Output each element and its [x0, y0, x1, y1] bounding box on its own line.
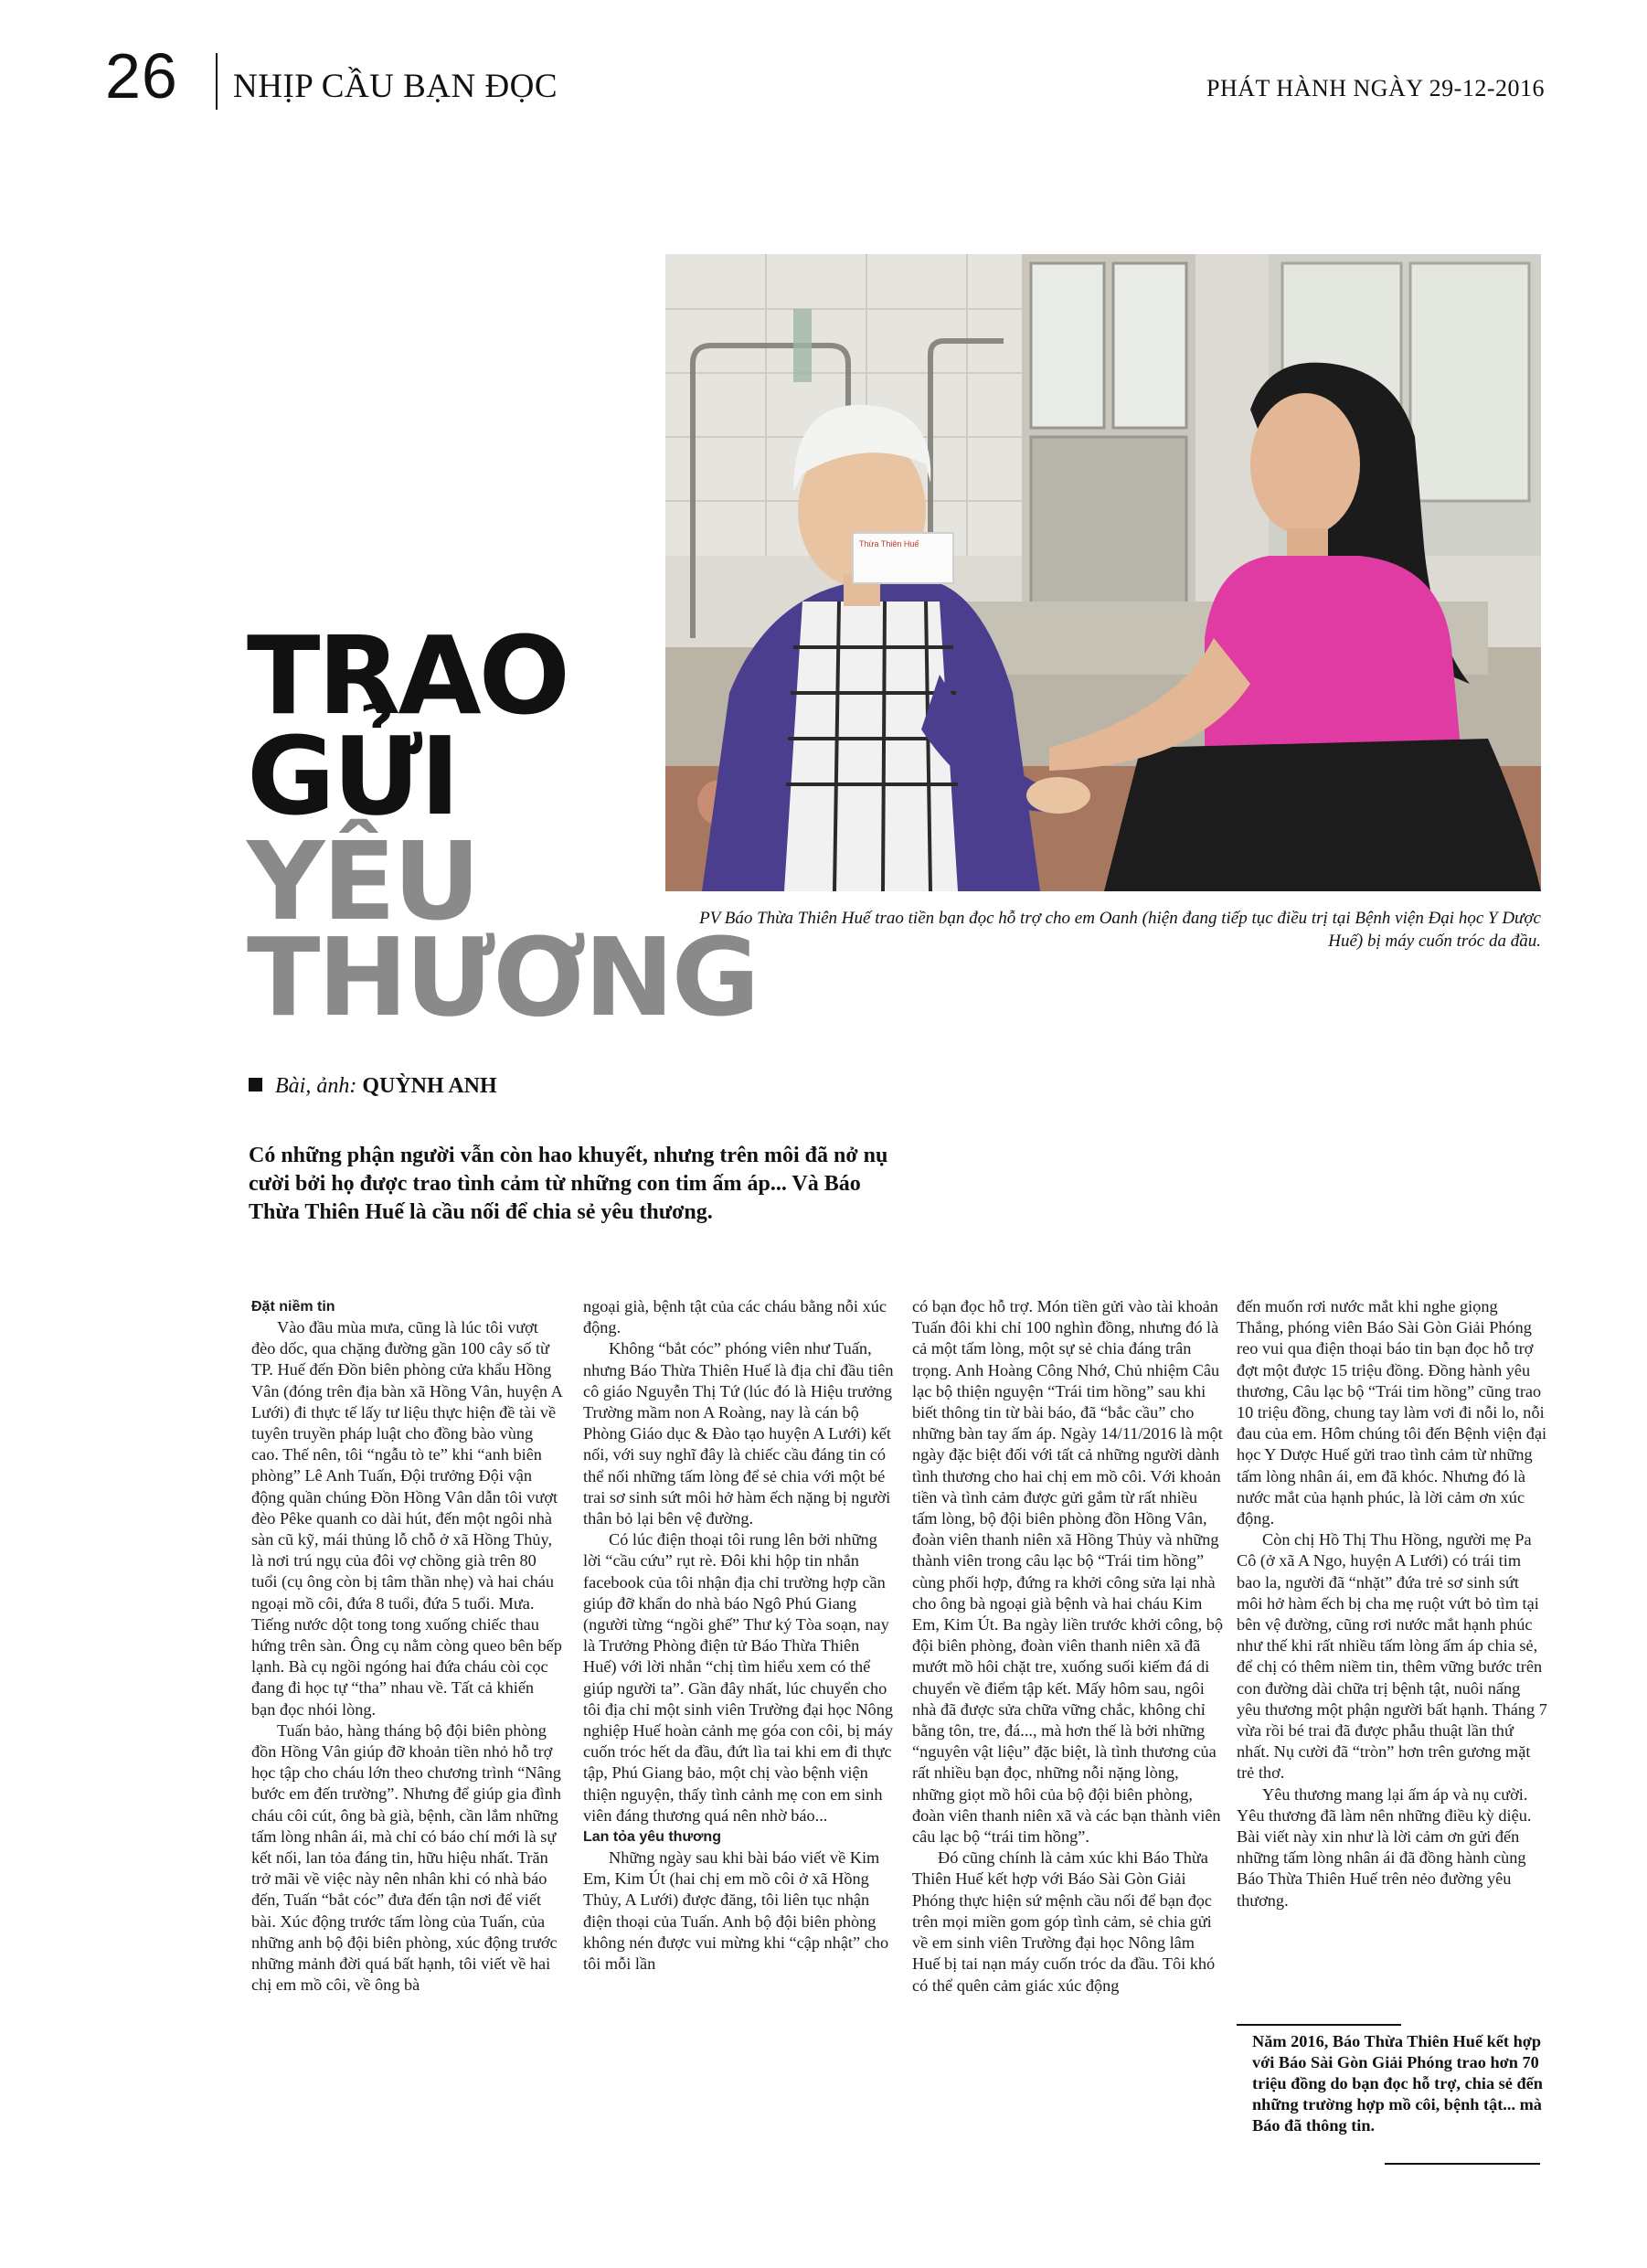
subheading-dat-niem-tin: Đặt niềm tin [251, 1299, 335, 1315]
paragraph: đến muốn rơi nước mắt khi nghe giọng Thắng, phóng viên Báo Sài Gòn Giải Phóng reo vui qua điện thoại báo tin bạn đọc hỗ trợ đợt một được 15 triệu đồng. Đồng hành yêu thương, Câu lạc bộ “Trái tim hồng” cũng trao 10 triệu đồng, chung tay làm vơi đi nỗi lo, nỗi đau của em. Hôm chúng tôi đến Bệnh viện đại học Y Dược Huế gửi trao tình cảm từ những tấm lòng nhân ái, em đã khóc. Nhưng đó là nước mắt của hạnh phúc, là lời cảm ơn xúc động. [1237, 1297, 1547, 1528]
paragraph: có bạn đọc hỗ trợ. Món tiền gửi vào tài khoản Tuấn đôi khi chỉ 100 nghìn đồng, nhưng đó là cả một tấm lòng, một sự sẻ chia đáng trân trọng. Anh Hoàng Công Nhớ, Chủ nhiệm Câu lạc bộ thiện nguyện “Trái tim hồng” sau khi biết thông tin từ bài báo, đã “bắc cầu” cho những bàn tay ấm áp. Ngày 14/11/2016 là một ngày đặc biệt đối với tất cả những người dành tình thương cho hai chị em mồ côi. Với khoản tiền và tình cảm được gửi gắm từ rất nhiều tấm lòng, bộ đội biên phòng đồn Hồng Vân, đoàn viên thanh niên xã Hồng Thủy và những thành viên trong câu lạc bộ “Trái tim hồng” cùng phối hợp, đứng ra khởi công sửa lại nhà cho ông bà ngoại già bệnh và hai cháu Kim Em, Kim Út. Ba ngày liền trước khởi công, bộ đội biên phòng, đoàn viên thanh niên xã đã mướt mồ hôi chặt tre, xuống suối kiếm đá di chuyển về điểm tập kết. Mấy hôm sau, ngôi nhà đã được sửa chữa vững chắc, không chỉ bằng tôn, tre, đá..., mà hơn thế là bởi những “nguyên vật liệu” đặc biệt, là tình thương của rất nhiều bạn đọc, những nỗi nặng lòng, những giọt mồ hôi của bộ đội biên phòng, đoàn viên thanh niên xã và các bạn thành viên câu lạc bộ “trái tim hồng”. [912, 1297, 1223, 1847]
envelope-text: Thừa Thiên Huế [859, 539, 919, 548]
photo-caption: PV Báo Thừa Thiên Huế trao tiền bạn đọc hỗ trợ cho em Oanh (hiện đang tiếp tục điều trị tại Bệnh viện Đại học Y Dược Huế) bị máy cuốn tróc da đầu. [699, 909, 1541, 952]
paragraph: Những ngày sau khi bài báo viết về Kim Em, Kim Út (hai chị em mồ côi ở xã Hồng Thủy, A Lưới) được đăng, tôi liên tục nhận điện thoại của Tuấn. Anh bộ đội biên phòng không nén được vui mừng khi “cập nhật” cho tôi mỗi lần [583, 1848, 889, 1974]
paragraph: Không “bắt cóc” phóng viên như Tuấn, nhưng Báo Thừa Thiên Huế là địa chỉ đầu tiên cô giáo Nguyễn Thị Tứ (lúc đó là Hiệu trưởng Trường mầm non A Roàng, nay là cán bộ Phòng Giáo dục & Đào tạo huyện A Lưới) kết nối, với suy nghĩ đây là chiếc cầu đáng tin có thể nối những tấm lòng để sẻ chia với một bé trai sơ sinh sứt môi hở hàm ếch nặng bị người thân bỏ lại bên vệ đường. [583, 1339, 894, 1528]
paragraph: Có lúc điện thoại tôi rung lên bởi những lời “cầu cứu” rụt rè. Đôi khi hộp tin nhắn facebook của tôi nhận địa chỉ trường hợp cần giúp đỡ khẩn do nhà báo Ngô Phú Giang (người từng “ngồi ghế” Thư ký Tòa soạn, nay là Trưởng Phòng điện tử Báo Thừa Thiên Huế) với lời nhắn “chị tìm hiểu xem có thể giúp người ta”. Gần đây nhất, lúc chuyển cho tôi địa chỉ một sinh viên Trường đại học Nông nghiệp Huế hoàn cảnh mẹ góa con côi, bị máy cuốn tróc hết da đầu, đứt lìa tai khi em đi thực tập, Phú Giang bảo, một chị vào bệnh viện thiện nguyện, thấy tình cảnh mẹ con em sinh viên đáng thương quá nên nhờ báo... [583, 1530, 894, 1825]
column-4 [1237, 1296, 1547, 1911]
highlight-box: Năm 2016, Báo Thừa Thiên Huế kết hợp với Báo Sài Gòn Giải Phóng trao hơn 70 triệu đồng do bạn đọc hỗ trợ, chia sẻ đến những trường hợp mồ côi, bệnh tật... mà Báo đã thông tin. [1252, 2032, 1543, 2135]
paragraph: ngoại già, bệnh tật của các cháu bằng nỗi xúc động. [583, 1297, 887, 1337]
headline-line-1: TRAO [247, 612, 568, 739]
subheading-lan-toa-yeu-thuong: Lan tỏa yêu thương [583, 1829, 721, 1846]
headline-line-2: GỬI [247, 713, 458, 839]
headline-line-4: THƯƠNG [247, 914, 758, 1040]
paragraph: Còn chị Hồ Thị Thu Hồng, người mẹ Pa Cô (ở xã A Ngo, huyện A Lưới) có trái tim bao la, người đã “nhặt” đứa trẻ sơ sinh sứt môi hở hàm ếch bị cha mẹ ruột vứt bỏ tìm tại bên vệ đường, cũng rơi nước mắt hạnh phúc như thế khi rất nhiều tấm lòng ấm áp chia sẻ, để chị có thêm niềm tin, thêm vững bước trên con đường dài chữa trị bệnh tật, nuôi nấng yêu thương một phận người bất hạnh. Tháng 7 vừa rồi bé trai đã được phẫu thuật lần thứ nhất. Nụ cười đã “tròn” hơn trên gương mặt trẻ thơ. [1237, 1530, 1547, 1783]
release-date: PHÁT HÀNH NGÀY 29-12-2016 [1206, 75, 1545, 101]
box-top-rule [1237, 2024, 1401, 2026]
paragraph: Vào đầu mùa mưa, cũng là lúc tôi vượt đèo dốc, qua chặng đường gần 100 cây số từ TP. Huế đến Đồn biên phòng cửa khẩu Hồng Vân (đóng trên địa bàn xã Hồng Vân, huyện A Lưới) đi thực tế lấy tư liệu thực hiện đề tài về tuyên truyền pháp luật cho đồng bào vùng cao. Thế nên, tôi “ngẫu tò te” khi “anh biên phòng” Lê Anh Tuấn, Đội trưởng Đội vận động quần chúng Đồn Hồng Vân dẫn tôi vượt đèo Pêke quanh co dài hút, đến một ngôi nhà sàn cũ kỹ, mái thủng lỗ chỗ ở xã Hồng Thủy, là nơi trú ngụ của đôi vợ chồng già trên 80 tuổi (cụ ông còn bị tâm thần nhẹ) và hai cháu ngoại mồ côi, đứa 8 tuổi, đứa 5 tuổi. Mưa. Tiếng nước dột tong tong xuống chiếc thau hứng trên sàn. Ông cụ nằm còng queo bên bếp lạnh. Bà cụ ngồi ngóng hai đứa cháu còi cọc đang đi học tự “tha” nhau về. Tất cả khiến bạn đọc nhói lòng. [251, 1318, 562, 1719]
byline-label: Bài, ảnh: [275, 1074, 357, 1098]
header-divider [216, 53, 218, 110]
headline-line-3: YÊU [247, 818, 478, 944]
photo-illustration [665, 254, 1541, 891]
paragraph: Tuấn bảo, hàng tháng bộ đội biên phòng đồn Hồng Vân giúp đỡ khoản tiền nhỏ hỗ trợ học tập cho cháu lớn theo chương trình “Nâng bước em đến trường”. Nhưng để giúp gia đình cháu côi cút, ông bà già, bệnh, cần lắm những tấm lòng nhân ái, mà chỉ có báo chí mới là sự kết nối, lan tỏa đáng tin, hữu hiệu nhất. Trăn trở mãi về việc này nên nhân khi có nhà báo đến, Tuấn “bắt cóc” đưa đến tận nơi để viết bài. Xúc động trước tấm lòng của Tuấn, của những anh bộ đội biên phòng, xúc động trước những mảnh đời quá bất hạnh, tôi viết về hai chị em mồ côi, về ông bà [251, 1720, 561, 1995]
column-3 [912, 1296, 1223, 1996]
page-number: 26 [105, 40, 178, 112]
byline [249, 1075, 497, 1097]
byline-author: QUỲNH ANH [362, 1074, 497, 1098]
box-bottom-rule [1385, 2163, 1540, 2165]
column-1 [251, 1296, 562, 1996]
paragraph: Đó cũng chính là cảm xúc khi Báo Thừa Thiên Huế kết hợp với Báo Sài Gòn Giải Phóng thực hiện sứ mệnh cầu nối để bạn đọc trên mọi miền gom góp tình cảm, sẻ chia gửi về em sinh viên Trường đại học Nông lâm Huế bị tai nạn máy cuốn tróc da đầu. Tôi khó có thể quên cảm giác xúc động [912, 1848, 1216, 1995]
section-title: NHỊP CẦU BẠN ĐỌC [233, 68, 558, 105]
lead-paragraph: Có những phận người vẫn còn hao khuyết, nhưng trên môi đã nở nụ cười bởi họ được trao tình cảm từ những con tim ấm áp... Và Báo Thừa Thiên Huế là cầu nối để chia sẻ yêu thương. [249, 1144, 888, 1225]
column-2 [583, 1296, 894, 1975]
byline-square-icon [249, 1078, 262, 1091]
paragraph: Yêu thương mang lại ấm áp và nụ cười. Yêu thương đã làm nên những điều kỳ diệu. Bài viết này xin như là lời cảm ơn gửi đến những tấm lòng nhân ái đã đồng hành cùng Báo Thừa Thiên Huế trên nẻo đường yêu thương. [1237, 1784, 1532, 1910]
article-photo [665, 254, 1541, 891]
